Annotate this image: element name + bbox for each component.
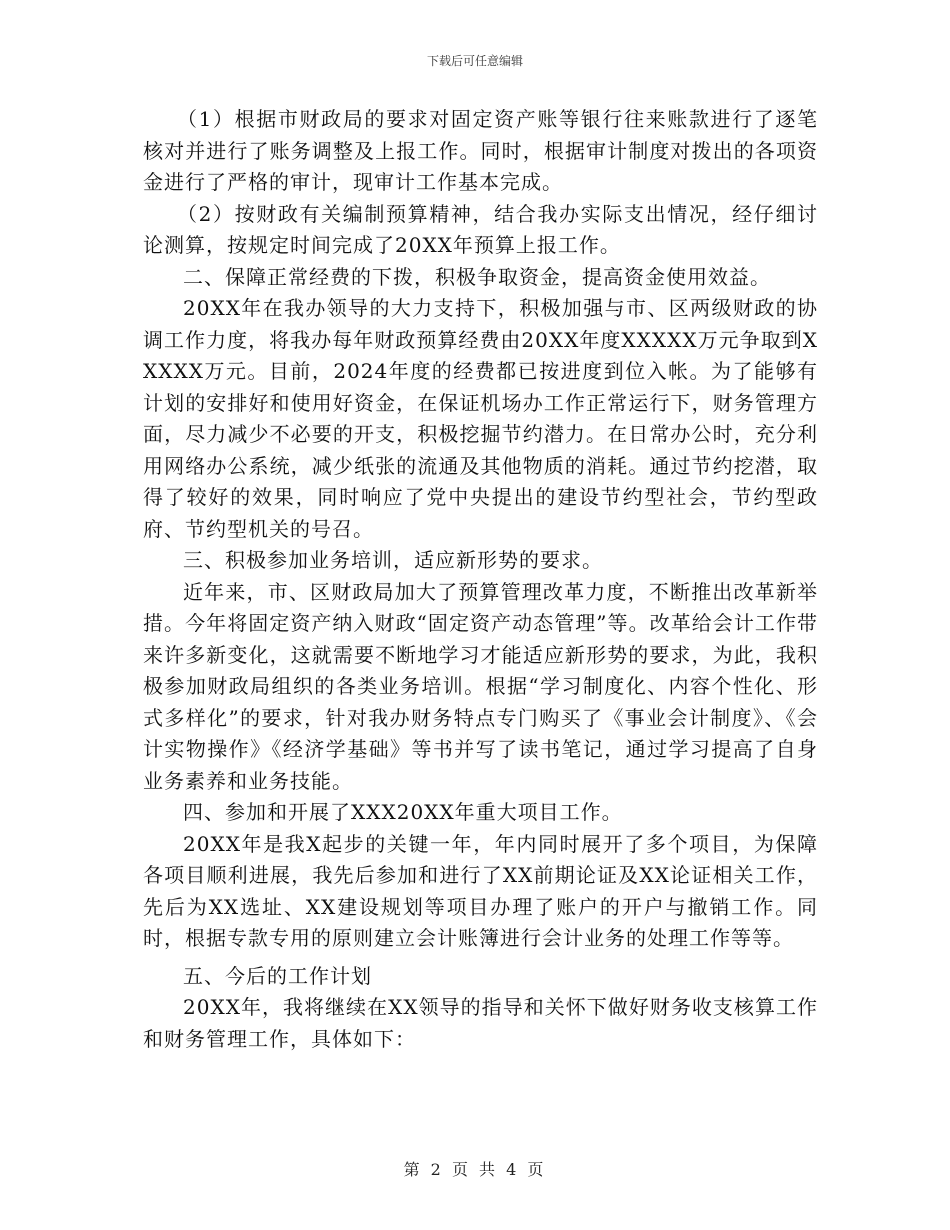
document-body xyxy=(143,104,818,1055)
section-heading-4: 四、参加和开展了XXX20XX年重大项目工作。 xyxy=(183,800,623,824)
paragraph-item-2: （2）按财政有关编制预算精神，结合我办实际支出情况，经仔细讨论测算，按规定时间完成了20XX年预算上报工作。 xyxy=(143,201,818,257)
section-heading-2: 二、保障正常经费的下拨，积极争取资金，提高资金使用效益。 xyxy=(183,264,771,289)
paragraph-projects: 20XX年是我X起步的关键一年，年内同时展开了多个项目，为保障各项目顺利进展，我先后参加和进行了XX前期论证及XX论证相关工作，先后为XX选址、XX建设规划等项目办理了账户的开户与撤销工作。同时，根据专款专用的原则建立会计账簿进行会计业务的处理工作等等。 xyxy=(143,831,818,950)
paragraph-training: 近年来，市、区财政局加大了预算管理改革力度，不断推出改革新举措。今年将固定资产纳入财政“固定资产动态管理”等。改革给会计工作带来许多新变化，这就需要不断地学习才能适应新形势的要求，为此，我积极参加财政局组织的各类业务培训。根据“学习制度化、内容个性化、形式多样化”的要求，针对我办财务特点专门购买了《事业会计制度》、《会计实物操作》《经济学基础》等书并写了读书笔记，通过学习提高了自身业务素养和业务技能。 xyxy=(143,579,818,793)
page-footer: 第 2 页 共 4 页 xyxy=(403,1160,547,1179)
page-header: 下载后可任意编辑 xyxy=(426,54,523,68)
paragraph-funding: 20XX年在我办领导的大力支持下，积极加强与市、区两级财政的协调工作力度，将我办每年财政预算经费由20XX年度XXXXX万元争取到XXXXX万元。目前，2024年度的经费都已按进度到位入帐。为了能够有计划的安排好和使用好资金，在保证机场办工作正常运行下，财务管理方面，尽力减少不必要的开支，积极挖掘节约潜力。在日常办公时，充分利用网络办公系统，减少纸张的流通及其他物质的消耗。通过节约挖潜，取得了较好的效果，同时响应了党中央提出的建设节约型社会，节约型政府、节约型机关的号召。 xyxy=(143,296,818,541)
section-heading-5: 五、今后的工作计划 xyxy=(183,963,372,988)
paragraph-plan: 20XX年，我将继续在XX领导的指导和关怀下做好财务收支核算工作和财务管理工作，具体如下： xyxy=(143,995,818,1051)
paragraph-item-1: （1）根据市财政局的要求对固定资产账等银行往来账款进行了逐笔核对并进行了账务调整及上报工作。同时，根据审计制度对拨出的各项资金进行了严格的审计，现审计工作基本完成。 xyxy=(143,107,818,194)
section-heading-3: 三、积极参加业务培训，适应新形势的要求。 xyxy=(183,548,603,572)
